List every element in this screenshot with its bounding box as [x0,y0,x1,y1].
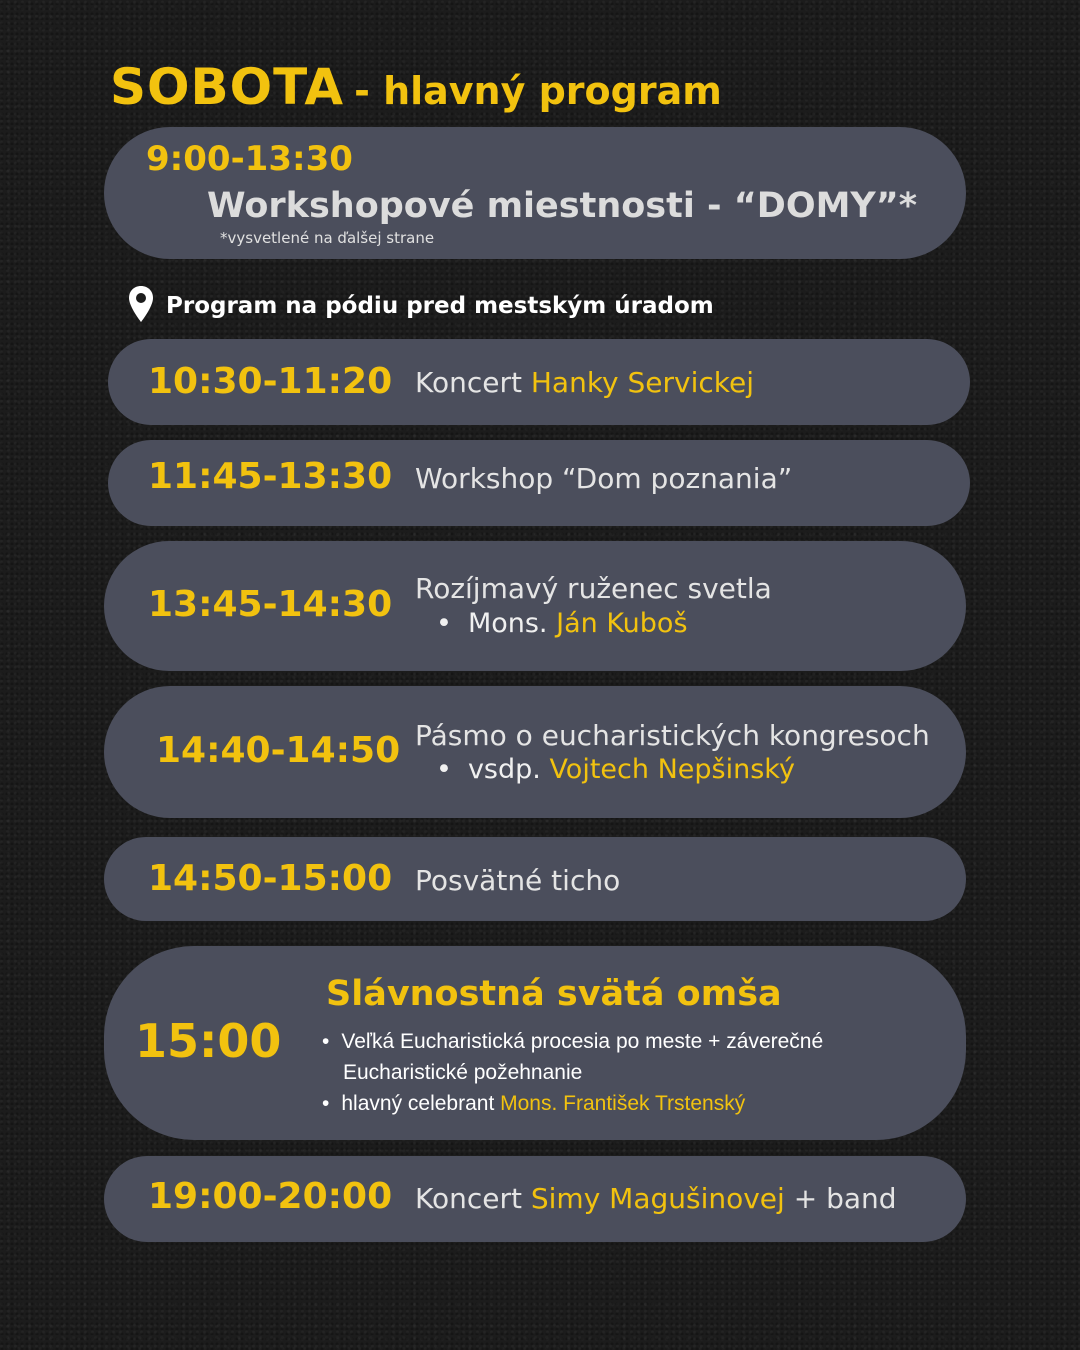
item-desc: Posvätné ticho [415,864,621,897]
location-pin-icon [128,285,154,327]
item-desc: Rozíjmavý ruženec svetla [415,572,772,605]
item-speaker: • Mons. Ján Kuboš [436,608,688,639]
workshop-name: Workshopové miestnosti - “DOMY”* [207,186,918,226]
title-day: SOBOTA [110,58,345,116]
item-time: 14:50-15:00 [148,858,393,899]
mass-time: 15:00 [135,1014,282,1068]
item-desc: Pásmo o eucharistických kongresoch [415,719,930,752]
workshop-time: 9:00-13:30 [146,139,353,179]
mass-procession: • Veľká Eucharistická procesia po meste + záverečné [322,1030,823,1054]
mass-procession-cont: Eucharistické požehnanie [343,1061,583,1084]
item-time: 11:45-13:30 [148,456,393,497]
title-subtitle: - hlavný program [354,69,722,113]
item-desc: Workshop “Dom poznania” [415,462,793,495]
item-time: 13:45-14:30 [148,584,393,625]
workshop-note: *vysvetlené na ďalšej strane [220,229,435,247]
item-time: 19:00-20:00 [148,1176,393,1217]
item-speaker: • vsdp. Vojtech Nepšinský [436,754,795,785]
mass-celebrant: • hlavný celebrant Mons. František Trstenský [322,1092,745,1116]
venue-text: Program na pódiu pred mestským úradom [166,293,714,319]
mass-heading: Slávnostná svätá omša [326,974,782,1014]
item-time: 10:30-11:20 [148,361,393,402]
item-time: 14:40-14:50 [156,730,401,771]
item-desc: Koncert Hanky Servickej [415,366,754,399]
page-title [110,58,722,116]
venue-line [128,285,714,327]
item-desc: Koncert Simy Magušinovej + band [415,1182,897,1215]
